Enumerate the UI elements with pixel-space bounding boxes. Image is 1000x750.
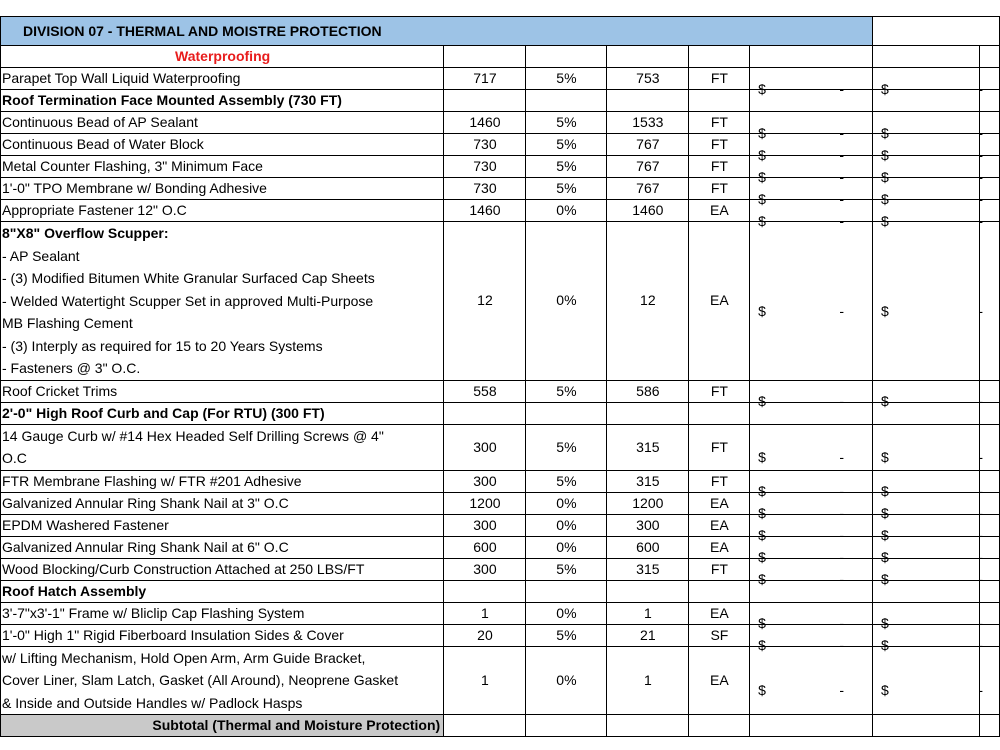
unit-price-cell[interactable] (750, 580, 873, 602)
quantity-cell[interactable]: 20 (444, 624, 526, 646)
total-quantity-cell[interactable]: 315 (607, 470, 689, 492)
total-quantity-cell[interactable]: 767 (607, 156, 689, 178)
amount-cell[interactable] (872, 178, 984, 207)
quantity-cell[interactable]: 600 (444, 536, 526, 558)
line-item-row (1, 222, 1000, 381)
quantity-cell[interactable]: 1460 (444, 200, 526, 222)
unit-cell[interactable] (688, 90, 750, 112)
currency-symbol: $ (758, 527, 766, 543)
currency-symbol: $ (758, 190, 766, 207)
empty-value-dash: - (839, 146, 844, 163)
line-item-row (1, 156, 1000, 178)
waste-cell[interactable] (525, 90, 606, 112)
subtotal-row (1, 715, 1000, 737)
unit-price-cell[interactable] (750, 380, 873, 409)
quantity-cell[interactable] (444, 90, 526, 112)
unit-cell[interactable]: EA (688, 492, 750, 514)
subtotal-blank-cell[interactable] (607, 715, 689, 737)
group-heading-row (1, 580, 1000, 602)
empty-value-dash: - (978, 124, 984, 141)
description-line: 8"X8" Overflow Scupper: (2, 225, 169, 241)
empty-value-dash: - (839, 80, 844, 97)
quantity-cell[interactable]: 300 (444, 514, 526, 536)
division-title[interactable]: DIVISION 07 - THERMAL AND MOISTRE PROTECTION (1, 17, 873, 46)
waste-cell[interactable]: 5% (525, 112, 606, 134)
unit-cell[interactable]: FT (688, 558, 750, 580)
waste-cell[interactable]: 0% (525, 646, 606, 715)
group-heading-row (1, 90, 1000, 112)
header-blank-cell[interactable] (872, 17, 999, 46)
currency-symbol: $ (758, 393, 766, 409)
description-line: - AP Sealant (2, 247, 80, 264)
empty-value-dash: - (978, 190, 984, 207)
empty-value-dash: - (978, 146, 984, 163)
description-cell[interactable]: Parapet Top Wall Liquid Waterproofing (1, 68, 444, 90)
section-row (1, 46, 1000, 68)
total-quantity-cell[interactable]: 315 (607, 558, 689, 580)
line-item-row (1, 200, 1000, 222)
description-cell[interactable]: Roof Hatch Assembly (1, 580, 444, 602)
amount-cell[interactable] (872, 134, 984, 163)
subtotal-blank-cell[interactable] (688, 715, 750, 737)
line-item-row (1, 624, 1000, 646)
currency-symbol: $ (758, 505, 766, 521)
description-cell[interactable]: Continuous Bead of AP Sealant (1, 112, 444, 134)
waste-cell[interactable]: 5% (525, 380, 606, 402)
unit-cell[interactable]: SF (688, 624, 750, 646)
amount-cell[interactable] (872, 222, 984, 381)
currency-symbol: $ (758, 80, 766, 97)
description-cell[interactable]: EPDM Washered Fastener (1, 514, 444, 536)
description-cell[interactable] (1, 646, 444, 715)
currency-symbol: $ (880, 483, 889, 499)
currency-symbol: $ (880, 527, 889, 543)
unit-cell[interactable]: FT (688, 178, 750, 200)
line-item-row (1, 470, 1000, 492)
quantity-cell[interactable]: 300 (444, 470, 526, 492)
description-cell[interactable]: FTR Membrane Flashing w/ FTR #201 Adhesive (1, 470, 444, 492)
unit-cell[interactable]: EA (688, 536, 750, 558)
total-quantity-cell[interactable]: 21 (607, 624, 689, 646)
line-item-row (1, 536, 1000, 558)
description-line: - Welded Watertight Scupper Set in approved Multi-Purpose (2, 292, 374, 309)
unit-price-cell[interactable] (750, 602, 873, 631)
quantity-cell[interactable]: 730 (444, 178, 526, 200)
currency-symbol: $ (758, 168, 766, 185)
description-cell[interactable]: Roof Cricket Trims (1, 380, 444, 402)
amount-cell[interactable] (872, 624, 984, 653)
unit-price-cell[interactable] (750, 470, 873, 499)
cell[interactable] (750, 46, 873, 68)
description-line: 14 Gauge Curb w/ #14 Hex Headed Self Drilling Screws @ 4" (2, 427, 384, 444)
empty-value-dash: - (839, 527, 844, 543)
line-item-row (1, 424, 1000, 470)
description-line: & Inside and Outside Handles w/ Padlock Hasps (2, 694, 303, 711)
unit-cell[interactable]: FT (688, 134, 750, 156)
currency-symbol: $ (758, 302, 766, 319)
currency-symbol: $ (880, 190, 889, 207)
waste-cell[interactable]: 5% (525, 178, 606, 200)
empty-value-dash: - (839, 571, 844, 587)
total-quantity-cell[interactable]: 12 (607, 222, 689, 381)
amount-cell[interactable] (872, 90, 979, 112)
empty-value-dash: - (978, 505, 984, 521)
description-line: w/ Lifting Mechanism, Hold Open Arm, Arm Guide Bracket, (2, 649, 366, 666)
quantity-cell[interactable]: 1460 (444, 112, 526, 134)
description-cell[interactable]: 3'-7"x3'-1" Frame w/ Bliclip Cap Flashing System (1, 602, 444, 624)
description-cell[interactable] (1, 424, 444, 470)
empty-value-dash: - (978, 527, 984, 543)
currency-symbol: $ (880, 302, 889, 319)
unit-price-cell[interactable] (750, 134, 873, 163)
line-item-row (1, 380, 1000, 402)
empty-value-dash: - (978, 483, 984, 499)
currency-symbol: $ (758, 212, 766, 229)
description-line: - (3) Modified Bitumen White Granular Surfaced Cap Sheets (2, 270, 375, 286)
cell[interactable] (980, 46, 1000, 68)
empty-value-dash: - (839, 302, 844, 319)
currency-symbol: $ (758, 483, 766, 499)
quantity-cell[interactable]: 558 (444, 380, 526, 402)
currency-symbol: $ (880, 124, 889, 141)
unit-cell[interactable]: FT (688, 424, 750, 470)
empty-value-dash: - (839, 637, 844, 653)
total-quantity-cell[interactable]: 1 (607, 602, 689, 624)
currency-symbol: $ (758, 682, 766, 699)
cell[interactable] (688, 46, 750, 68)
currency-symbol: $ (880, 571, 889, 587)
description-cell[interactable]: Continuous Bead of Water Block (1, 134, 444, 156)
quantity-cell[interactable]: 1 (444, 602, 526, 624)
empty-value-dash: - (978, 80, 984, 97)
unit-price-cell[interactable] (750, 178, 873, 207)
amount-cell[interactable] (872, 200, 984, 229)
description-cell[interactable]: Wood Blocking/Curb Construction Attached at 250 LBS/FT (1, 558, 444, 580)
cell[interactable] (872, 46, 979, 68)
empty-value-dash: - (839, 615, 844, 631)
line-item-row (1, 558, 1000, 580)
unit-price-cell[interactable] (750, 90, 873, 112)
amount-cell[interactable] (872, 536, 984, 565)
waste-cell[interactable]: 0% (525, 514, 606, 536)
amount-cell[interactable] (872, 402, 979, 424)
unit-price-cell[interactable] (750, 514, 873, 543)
description-line: MB Flashing Cement (2, 315, 133, 331)
amount-cell[interactable] (872, 380, 984, 409)
description-line: O.C (2, 450, 27, 466)
unit-cell[interactable]: FT (688, 156, 750, 178)
total-quantity-cell[interactable]: 767 (607, 134, 689, 156)
currency-symbol: $ (758, 549, 766, 565)
currency-symbol: $ (758, 615, 766, 631)
unit-price-cell[interactable] (750, 402, 873, 424)
quantity-cell[interactable]: 717 (444, 68, 526, 90)
empty-value-dash: - (839, 505, 844, 521)
unit-cell[interactable]: FT (688, 380, 750, 402)
description-cell[interactable]: Appropriate Fastener 12" O.C (1, 200, 444, 222)
line-item-row (1, 134, 1000, 156)
total-quantity-cell[interactable]: 1460 (607, 200, 689, 222)
total-quantity-cell[interactable]: 767 (607, 178, 689, 200)
total-quantity-cell[interactable]: 315 (607, 424, 689, 470)
description-cell[interactable]: 1'-0" High 1" Rigid Fiberboard Insulation Sides & Cover (1, 624, 444, 646)
amount-cell[interactable] (872, 424, 984, 470)
waste-cell[interactable]: 5% (525, 156, 606, 178)
total-quantity-cell[interactable] (607, 402, 689, 424)
unit-price-cell[interactable] (750, 624, 873, 653)
empty-value-dash: - (839, 212, 844, 229)
waste-cell[interactable]: 5% (525, 624, 606, 646)
line-item-row (1, 112, 1000, 134)
empty-value-dash: - (978, 393, 984, 409)
currency-symbol: $ (880, 615, 889, 631)
empty-value-dash: - (839, 168, 844, 185)
quantity-cell[interactable]: 730 (444, 156, 526, 178)
section-title[interactable]: Waterproofing (1, 46, 444, 68)
empty-value-dash: - (978, 168, 984, 185)
empty-value-dash: - (978, 682, 984, 699)
description-line: - (3) Interply as required for 15 to 20 Years Systems (2, 337, 323, 354)
total-quantity-cell[interactable]: 586 (607, 380, 689, 402)
unit-cell[interactable] (688, 402, 750, 424)
total-quantity-cell[interactable] (607, 90, 689, 112)
group-heading-row (1, 402, 1000, 424)
unit-price-cell[interactable] (750, 536, 873, 565)
unit-cell[interactable]: FT (688, 470, 750, 492)
total-quantity-cell[interactable]: 753 (607, 68, 689, 90)
empty-value-dash: - (978, 637, 984, 653)
currency-symbol: $ (758, 449, 766, 465)
unit-price-cell[interactable] (750, 156, 873, 185)
amount-cell[interactable] (872, 514, 984, 543)
quantity-cell[interactable]: 12 (444, 222, 526, 381)
subtotal-blank-cell[interactable] (872, 715, 979, 737)
subtotal-blank-cell[interactable] (444, 715, 526, 737)
waste-cell[interactable]: 0% (525, 536, 606, 558)
unit-price-cell[interactable] (750, 68, 873, 97)
currency-symbol: $ (880, 549, 889, 565)
description-line: - Fasteners @ 3" O.C. (2, 360, 141, 376)
total-quantity-cell[interactable] (607, 580, 689, 602)
subtotal-blank-cell[interactable] (980, 715, 1000, 737)
unit-cell[interactable]: EA (688, 222, 750, 381)
subtotal-blank-cell[interactable] (750, 715, 873, 737)
waste-cell[interactable]: 0% (525, 200, 606, 222)
quantity-cell[interactable]: 1 (444, 646, 526, 715)
empty-value-dash: - (839, 682, 844, 699)
waste-cell[interactable]: 5% (525, 470, 606, 492)
description-cell[interactable]: Metal Counter Flashing, 3" Minimum Face (1, 156, 444, 178)
amount-cell[interactable] (872, 646, 984, 715)
line-item-row (1, 492, 1000, 514)
unit-price-cell[interactable] (750, 492, 873, 521)
empty-value-dash: - (978, 615, 984, 631)
unit-cell[interactable]: EA (688, 514, 750, 536)
currency-symbol: $ (880, 146, 889, 163)
description-cell[interactable]: 1'-0" TPO Membrane w/ Bonding Adhesive (1, 178, 444, 200)
empty-value-dash: - (839, 393, 844, 409)
line-item-row (1, 602, 1000, 624)
amount-cell[interactable] (872, 580, 979, 602)
unit-cell[interactable]: EA (688, 646, 750, 715)
quantity-cell[interactable]: 300 (444, 424, 526, 470)
currency-symbol: $ (758, 146, 766, 163)
quantity-cell[interactable] (444, 580, 526, 602)
waste-cell[interactable]: 5% (525, 558, 606, 580)
empty-value-dash: - (978, 571, 984, 587)
subtotal-blank-cell[interactable] (525, 715, 606, 737)
unit-price-cell[interactable] (750, 200, 873, 229)
quantity-cell[interactable]: 730 (444, 134, 526, 156)
line-item-row (1, 178, 1000, 200)
currency-symbol: $ (758, 124, 766, 141)
quantity-cell[interactable]: 300 (444, 558, 526, 580)
unit-cell[interactable]: FT (688, 112, 750, 134)
quantity-cell[interactable] (444, 402, 526, 424)
line-item-row (1, 514, 1000, 536)
currency-symbol: $ (880, 682, 889, 699)
currency-symbol: $ (758, 571, 766, 587)
unit-price-cell[interactable] (750, 424, 873, 470)
empty-value-dash: - (978, 212, 984, 229)
waste-cell[interactable]: 0% (525, 492, 606, 514)
division-header-row (1, 17, 1000, 46)
waste-cell[interactable]: 5% (525, 134, 606, 156)
currency-symbol: $ (880, 449, 889, 465)
amount-cell[interactable] (872, 470, 984, 499)
currency-symbol: $ (758, 637, 766, 653)
unit-cell[interactable] (688, 580, 750, 602)
unit-price-cell[interactable] (750, 222, 873, 381)
unit-cell[interactable]: EA (688, 200, 750, 222)
unit-price-cell[interactable] (750, 112, 873, 141)
empty-value-dash: - (839, 449, 844, 465)
amount-cell[interactable] (872, 602, 984, 631)
waste-cell[interactable] (525, 402, 606, 424)
empty-value-dash: - (978, 549, 984, 565)
description-cell[interactable]: Galvanized Annular Ring Shank Nail at 3" O.C (1, 492, 444, 514)
waste-cell[interactable]: 5% (525, 424, 606, 470)
cell[interactable] (607, 46, 689, 68)
total-quantity-cell[interactable]: 1200 (607, 492, 689, 514)
unit-cell[interactable]: EA (688, 602, 750, 624)
unit-cell[interactable]: FT (688, 68, 750, 90)
total-quantity-cell[interactable]: 1533 (607, 112, 689, 134)
currency-symbol: $ (880, 393, 889, 409)
empty-value-dash: - (839, 124, 844, 141)
empty-value-dash: - (839, 549, 844, 565)
empty-value-dash: - (978, 449, 984, 465)
currency-symbol: $ (880, 637, 889, 653)
waste-cell[interactable] (525, 580, 606, 602)
currency-symbol: $ (880, 212, 889, 229)
line-item-row (1, 68, 1000, 90)
waste-cell[interactable]: 5% (525, 68, 606, 90)
unit-price-cell[interactable] (750, 646, 873, 715)
currency-symbol: $ (880, 505, 889, 521)
description-cell[interactable]: Roof Termination Face Mounted Assembly (730 FT) (1, 90, 444, 112)
amount-cell[interactable] (872, 68, 984, 97)
empty-value-dash: - (839, 190, 844, 207)
total-quantity-cell[interactable]: 300 (607, 514, 689, 536)
amount-cell[interactable] (872, 112, 984, 141)
estimate-table (0, 16, 1000, 737)
quantity-cell[interactable]: 1200 (444, 492, 526, 514)
cell[interactable] (444, 46, 526, 68)
subtotal-label[interactable]: Subtotal (Thermal and Moisture Protection) (1, 715, 444, 737)
description-cell[interactable] (1, 222, 444, 381)
description-line: Cover Liner, Slam Latch, Gasket (All Around), Neoprene Gasket (2, 672, 399, 688)
line-item-row (1, 646, 1000, 715)
waste-cell[interactable]: 0% (525, 602, 606, 624)
description-cell[interactable]: 2'-0" High Roof Curb and Cap (For RTU) (300 FT) (1, 402, 444, 424)
amount-cell[interactable] (872, 156, 984, 185)
unit-price-cell[interactable] (750, 558, 873, 587)
description-cell[interactable]: Galvanized Annular Ring Shank Nail at 6" O.C (1, 536, 444, 558)
amount-cell[interactable] (872, 492, 984, 521)
amount-cell[interactable] (872, 558, 984, 587)
empty-value-dash: - (978, 302, 984, 319)
cell[interactable] (525, 46, 606, 68)
empty-value-dash: - (839, 483, 844, 499)
currency-symbol: $ (880, 80, 889, 97)
currency-symbol: $ (880, 168, 889, 185)
waste-cell[interactable]: 0% (525, 222, 606, 381)
total-quantity-cell[interactable]: 600 (607, 536, 689, 558)
total-quantity-cell[interactable]: 1 (607, 646, 689, 715)
